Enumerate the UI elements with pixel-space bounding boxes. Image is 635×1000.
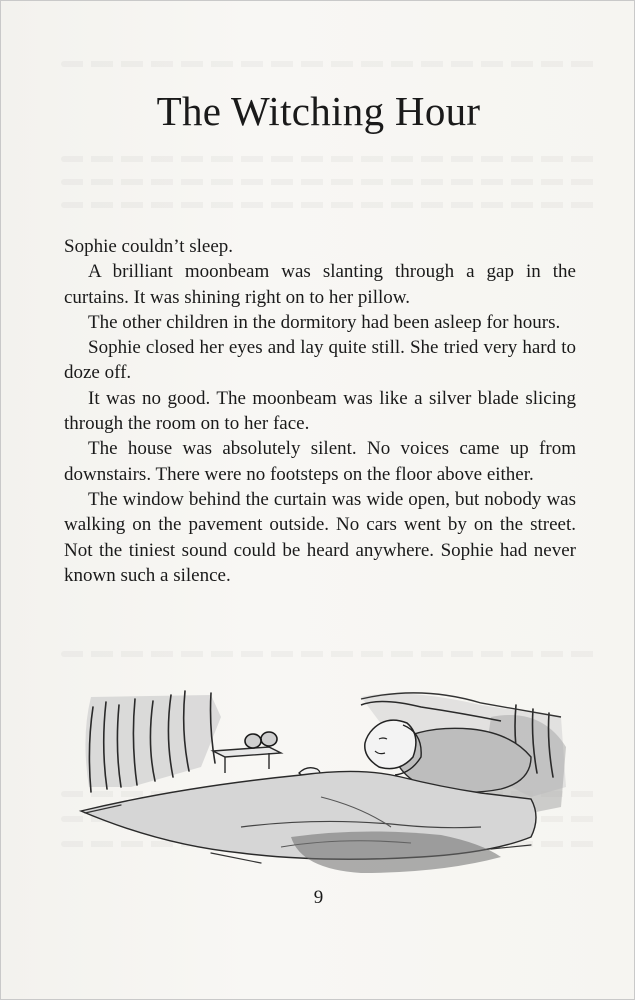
- paragraph: Sophie closed her eyes and lay quite still. She tried very hard to doze off.: [64, 337, 576, 384]
- paragraph: The window behind the curtain was wide open, but nobody was walking on the pavement outside. No cars went by on the street. Not the tiniest sound could be heard anywhere. Sophie had never known such a silence.: [64, 488, 576, 586]
- show-through-line: [61, 651, 601, 657]
- paragraph: The other children in the dormitory had been asleep for hours.: [88, 311, 561, 333]
- paragraph: The house was absolutely silent. No voices came up from downstairs. There were no footsteps on the floor above either.: [64, 438, 576, 485]
- sleeping-girl-illustration: [61, 677, 581, 877]
- paragraph: It was no good. The moonbeam was like a silver blade slicing through the room on to her face.: [64, 387, 576, 435]
- chapter-body: [64, 234, 576, 588]
- paragraph: Sophie couldn’t sleep.: [64, 236, 234, 257]
- page-number: 9: [313, 887, 324, 908]
- paragraph: A brilliant moonbeam was slanting through a gap in the curtains. It was shining right on to her pillow.: [64, 261, 576, 308]
- show-through-line: [61, 61, 601, 67]
- show-through-line: [61, 202, 601, 208]
- show-through-line: [61, 156, 601, 162]
- chapter-title: The Witching Hour: [156, 88, 481, 134]
- show-through-line: [61, 179, 601, 185]
